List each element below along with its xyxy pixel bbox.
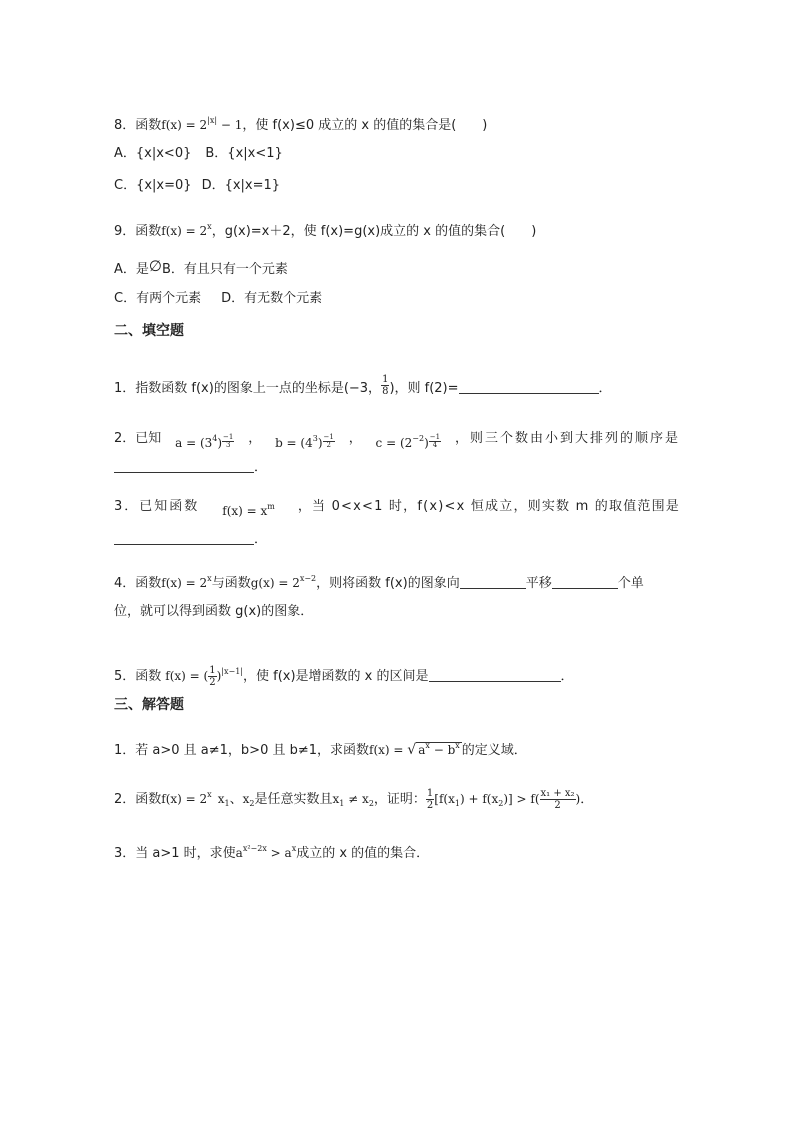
s1-text-a: 1．若 a>0 且 a≠1，b>0 且 b≠1，求函数 — [114, 743, 370, 758]
f5-answer-blank[interactable] — [429, 667, 561, 682]
f4-formula-g: $g(x) = 2^{x-2}$ — [250, 574, 317, 590]
f2-formula-a: $a = (3^4)$ $\frac{-1}{3}$ — [175, 433, 234, 450]
s2-text-b: 是任意实数且 — [254, 792, 333, 807]
q9-option-d: D．有无数个元素 — [221, 291, 323, 306]
q9-option-b: B．有且只有一个元素 — [161, 262, 288, 277]
f3-end: ． — [254, 532, 268, 547]
f4-line-2: 位，就可以得到函数 g(x)的图象． — [114, 604, 314, 619]
q8-option-b: B．{x|x<1} — [205, 146, 283, 161]
q8-options-cd — [114, 177, 280, 195]
fill-question-4 — [114, 570, 644, 593]
f5-text-b: ，使 f(x)是增函数的 x 的区间是 — [242, 669, 429, 684]
section-fill-in-title: 二、填空题 — [114, 323, 184, 339]
s2-sep: 、 — [229, 792, 243, 807]
s2-var-x2: $x_2$ — [242, 792, 255, 808]
f1-text-a: 1．指数函数 f(x)的图象上一点的坐标是(−3， — [114, 381, 382, 396]
s3-text-a: 3．当 a>1 时，求使 — [114, 846, 236, 861]
f3-answer-blank[interactable] — [114, 530, 254, 545]
s2-var-x1: $x_1$ — [217, 792, 230, 808]
s2-neq: $x_1 \ne x_2$ — [332, 792, 374, 808]
s1-text-b: 的定义域． — [461, 743, 527, 758]
f3-text-rest: ，当 0<x<1 时，f(x)<x 恒成立，则实数 m 的取值范围是 — [297, 499, 680, 514]
fill-question-2 — [114, 430, 680, 452]
f4-direction-blank[interactable] — [460, 574, 526, 589]
q9-options-ab — [114, 257, 288, 279]
s3-text-b: 成立的 x 的值的集合． — [296, 846, 430, 861]
q9-option-a: A．是 — [114, 262, 149, 277]
f5-text-a: 5．函数 — [114, 669, 162, 684]
q8-option-a: A．{x|x<0} — [114, 146, 192, 161]
f4-text-b: ，则将函数 f(x)的图象向 — [316, 576, 460, 591]
section-answer-title: 三、解答题 — [114, 697, 184, 713]
f4-text-mid: 与函数 — [211, 576, 251, 591]
fill-question-3 — [114, 498, 680, 520]
q8-text: ，使 f(x)≤0 成立的 x 的值的集合是( ) — [242, 118, 488, 133]
q8-number: 8．函数 — [114, 118, 162, 133]
f2-text-rest: ，则三个数由小到大排列的顺序是 — [454, 431, 680, 446]
f5-formula: f(x) = ( $\frac{1}{2}$ )$^{|x-1|}$ — [165, 665, 243, 688]
question-9 — [114, 218, 536, 241]
q8-option-d: D．{x|x=1} — [201, 178, 281, 193]
f1-fraction: $\frac{1}{8}$ — [382, 374, 389, 397]
q8-options-ab — [114, 145, 283, 163]
q9-option-c: C．有两个元素 — [114, 291, 202, 306]
answer-question-2 — [114, 786, 593, 813]
empty-set-symbol: ∅ — [148, 257, 162, 275]
answer-question-1 — [114, 737, 527, 760]
q8-formula: $f(x) = 2^{|x|} - 1$ — [161, 116, 243, 132]
f4-text-c: 平移 — [525, 576, 552, 591]
f2-answer-blank[interactable] — [114, 458, 254, 473]
question-8 — [114, 112, 487, 135]
answer-question-3 — [114, 840, 429, 863]
q9-formula: $f(x) = 2^x$ — [161, 222, 212, 238]
q9-options-cd — [114, 290, 322, 308]
s2-formula-f: $f(x) = 2^x$ — [161, 790, 212, 806]
f4-formula-f: $f(x) = 2^x$ — [161, 574, 212, 590]
f2-end: ． — [254, 460, 268, 475]
s2-text-a: 2．函数 — [114, 792, 162, 807]
f1-text-b: )，则 f(2)= — [389, 381, 459, 396]
f1-end: ． — [598, 381, 612, 396]
f2-answer-line — [114, 458, 267, 477]
f3-formula: $f(x) = x^m$ — [222, 502, 275, 518]
fill-question-5 — [114, 663, 574, 688]
s2-inequality: $\frac{1}{2}$ $[f(x_1) + f(x_2)] > f$( $\frac{\text{x₁ + x₂}}{2}$ ) — [426, 788, 581, 811]
q9-number: 9．函数 — [114, 224, 162, 239]
f4-text-d: 个单 — [617, 576, 644, 591]
f2-sep-2: ， — [348, 431, 362, 446]
f1-answer-blank[interactable] — [459, 379, 599, 394]
f2-formula-b: $b = (4^3)$ $\frac{-1}{2}$ — [275, 433, 334, 450]
s1-formula: f(x) = √ $a^x - b^x$ — [369, 741, 460, 758]
f3-text-a: 3．已知函数 — [114, 499, 200, 514]
fill-question-1 — [114, 374, 612, 398]
f4-units-blank[interactable] — [552, 574, 618, 589]
f3-answer-line — [114, 530, 267, 549]
s2-text-c: ，证明： — [373, 792, 426, 807]
f2-formula-c: $c = (2^{-2})$ $\frac{-1}{4}$ — [375, 433, 441, 450]
f2-sep-1: ， — [248, 431, 262, 446]
f2-text-a: 2．已知 — [114, 431, 162, 446]
s3-formula: $a^{x^2-2x} > a^x$ — [235, 844, 297, 860]
q9-text: ，g(x)=x＋2，使 f(x)=g(x)成立的 x 的值的集合( ) — [211, 224, 537, 239]
f4-text-a: 4．函数 — [114, 576, 162, 591]
f5-end: ． — [560, 669, 574, 684]
q8-option-c: C．{x|x=0} — [114, 178, 192, 193]
s2-end: ． — [580, 792, 594, 807]
